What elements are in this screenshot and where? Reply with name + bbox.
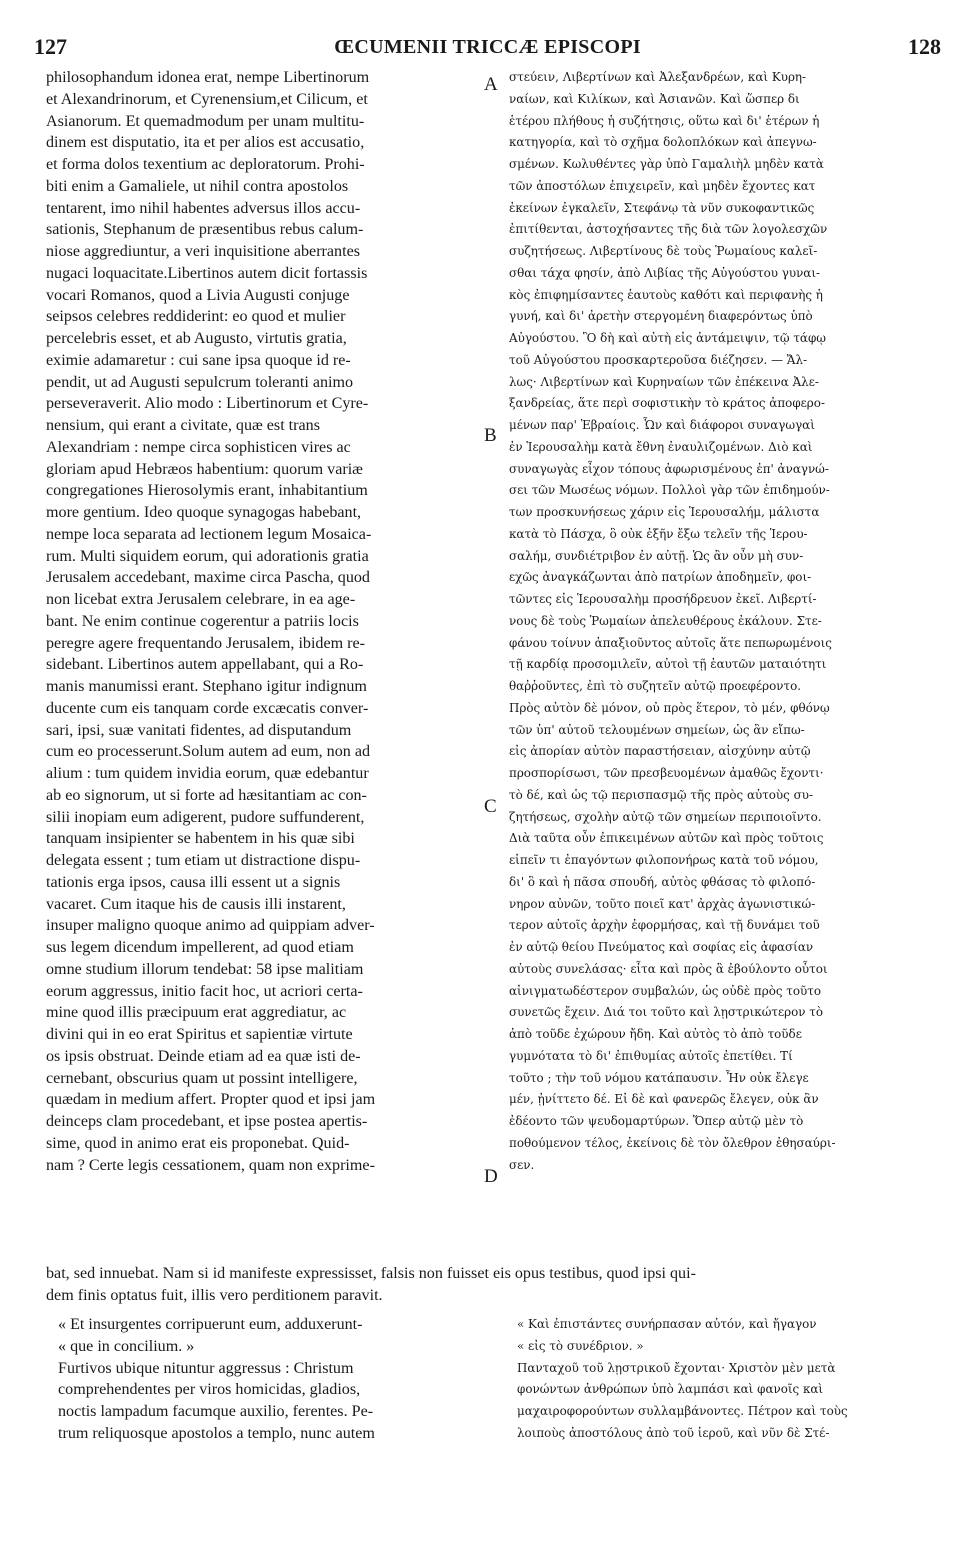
latin-text-line: congregationes Hierosolymis erant, inhabitantium (46, 482, 368, 500)
page-number-right: 128 (908, 34, 941, 59)
latin-text-line: peregre agere frequentando Jerusalem, ibidem re- (46, 634, 366, 652)
greek-text-line: μέν, ᾐνίττετο δέ. Εἰ δὲ καὶ φανερῶς ἔλεγεν, οὐκ ἂν (509, 1092, 819, 1107)
latin-text-line: cernebant, obscurius quam ut possint intelligere, (46, 1069, 358, 1087)
greek-text-line: μαχαιροφορούντων συλλαμβάνοντες. Πέτρον καὶ τοὺς (517, 1404, 848, 1418)
latin-text-line: delegata essent ; tum etiam ut distractione dispu- (46, 852, 361, 869)
greek-text-line: σθαι τάχα φησίν, ἀπὸ Λιβίας τῆς Αὐγούστου γυναι- (509, 265, 821, 280)
greek-text-line: τῇ καρδίᾳ προσομιλεῖν, αὐτοὶ τῇ ἑαυτῶν ματαιότητι (509, 657, 827, 672)
greek-text-line: των προσκυνήσεως χάριν εἰς Ἱερουσαλήμ, μάλιστα (509, 505, 820, 519)
greek-text-line: ζητήσεως, σχολὴν αὐτῷ τῶν σημείων περιποιοῖντο. (509, 809, 822, 824)
greek-text-line: λοιποὺς ἀποστόλους ἀπὸ τοῦ ἱεροῦ, καὶ νῦν δὲ Στέ- (517, 1425, 830, 1440)
greek-text-line: κατὰ τὸ Πάσχα, ὃ οὐκ ἐξῆν ἔξω τελεῖν τῆς Ἱερου- (509, 526, 808, 541)
greek-column (509, 67, 941, 1176)
greek-text-line: νους δὲ τοὺς Ῥωμαίων ἀπελευθέρους ἐκάλουν. Στε- (509, 613, 822, 628)
greek-text-line: αὐτοὺς συνελάσας· εἶτα καὶ πρὸς ἃ ἐβούλοντο οὗτοι (509, 961, 828, 976)
latin-text-line: ducente cum eis tanquam corde excæcatis conver- (46, 699, 369, 717)
greek-text-line: φάνου τοίνυν ἀπαξιοῦντος αὐτοῖς ἅτε πεπωρωμένοις (509, 635, 832, 650)
latin-text-line: deinceps clam procedebant, et ipse postea apertis- (46, 1113, 368, 1130)
latin-text-line: Asianorum. Et quemadmodum per unam multitu- (46, 112, 365, 130)
greek-text-line: τερον αὐτοῖς ἀρχὴν ἐφορμήσας, καὶ τῇ δυνάμει τοῦ (509, 918, 820, 933)
latin-text-line: nugaci loquacitate.Libertinos autem dicit fortassis (46, 264, 368, 282)
latin-text-line: nensium, qui erant a civitate, quæ est trans (46, 417, 320, 434)
latin-text-line: ab eo signorum, ut si forte ad hæsitantiam ac con- (46, 786, 367, 804)
latin-text-line: nempe loca separata ad lectionem legum Mosaica- (46, 525, 372, 543)
greek-text-line: ἐν αὐτῷ θείου Πνεύματος καὶ σοφίας εἰς ἀφασίαν (509, 940, 814, 954)
latin-text-line: manis manumissi erant. Stephano igitur indignum (46, 678, 367, 695)
latin-text-line: rum. Multi siquidem eorum, qui adorationis gratia (46, 547, 369, 565)
latin-text-line: eximie adamaretur : cui sane ipsa quoque id re- (46, 351, 351, 369)
latin-text-line: os ipsis obstruat. Deinde etiam ad ea quæ isti de- (46, 1047, 361, 1065)
latin-text-line: nam ? Certe legis cessationem, quam non exprime- (46, 1156, 375, 1174)
latin-text-line: comprehendentes per viros homicidas, gladios, (58, 1381, 361, 1399)
greek-text-line: συναγωγὰς εἶχον τόπους ἀφωρισμένους ἐπ' ἀναγνώ- (509, 461, 829, 476)
latin-text-line: « que in concilium. » (58, 1337, 195, 1355)
greek-text-line: εἰς ἀπορίαν αὐτὸν παραστήσειαν, αἰσχύνην αὐτῷ (509, 744, 811, 759)
latin-text-line: non licebat extra Jerusalem celebrare, in ea age- (46, 591, 356, 608)
latin-text-line: et Alexandrinorum, et Cyrenensium,et Cilicum, et (46, 90, 368, 108)
latin-text-line: tentarent, imo nihil habentes adversus illos accu- (46, 199, 361, 217)
greek-text-line: τῶν ὑπ' αὐτοῦ τελουμένων σημείων, ὡς ἂν εἴπω- (509, 722, 805, 737)
latin-column (46, 67, 482, 1176)
greek-text-line: θαῤῥοῦντες, ἐπὶ τὸ συζητεῖν αὐτῷ προεφέροντο. (509, 679, 802, 693)
greek-text-line: ξανδρείας, ἅτε περὶ σοφιστικὴν τὸ κράτος ἀποφερο- (509, 396, 825, 411)
latin-text-line: alium : tum quidem invidia eorum, quæ edebantur (46, 765, 369, 782)
continuation-line: bat, sed innuebat. Nam si id manifeste expressisset, falsis non fuisset eis opus testibus, quod ipsi qui- (46, 1265, 696, 1282)
greek-text-line: τοῦτο ; τὴν τοῦ νόμου κατάπαυσιν. Ἦν οὐκ ἔλεγε (509, 1070, 809, 1085)
latin-text-line: Jerusalem accedebant, maxime circa Pascha, quod (46, 569, 370, 587)
greek-text-line: μένων παρ' Ἑβραίοις. Ὧν καὶ διάφοροι συναγωγαὶ (509, 418, 815, 432)
greek-text-line: Διὰ ταῦτα οὖν ἐπικειμένων αὐτῶν καὶ πρὸς τοῦτοις (509, 831, 824, 846)
greek-text-line: ἐκείνων ἐγκαλεῖν, Στεφάνῳ τὰ νῦν συκοφαντικῶς (509, 200, 815, 215)
latin-text-line: sationis, Stephanum de præsentibus rebus calum- (46, 221, 364, 239)
latin-text-line: vocari Romanos, quod a Livia Augusti conjuge (46, 286, 350, 304)
latin-text-line: « Et insurgentes corripuerunt eum, adduxerunt- (58, 1316, 363, 1333)
greek-text-line: Πανταχοῦ τοῦ λῃστρικοῦ ἔχονται· Χριστὸν μὲν μετὰ (517, 1360, 836, 1375)
greek-text-line: « Καὶ ἐπιστάντες συνήρπασαν αὐτόν, καὶ ἤγαγον (517, 1317, 817, 1331)
greek-text-line: στεύειν, Λιβερτίνων καὶ Ἀλεξανδρέων, καὶ Κυρη- (509, 70, 807, 84)
greek-text-line: συζητήσεως. Λιβερτίνους δὲ τοὺς Ῥωμαίους καλεῖ- (509, 244, 818, 258)
greek-text-line: σμένων. Κωλυθέντες γὰρ ὑπὸ Γαμαλιὴλ μηδὲν κατὰ (509, 157, 824, 171)
latin-text-line: perseveraverit. Alio modo : Libertinorum et Cyre- (46, 395, 369, 413)
greek-text-line: ἐδέοντο τῶν ψευδομαρτύρων. Ὅπερ αὐτῷ μὲν τὸ (509, 1114, 804, 1128)
bottom-greek-block (517, 1314, 947, 1445)
latin-text-line: divini qui in eo erat Spiritus et sapientiæ virtute (46, 1026, 353, 1043)
latin-text-line: niose aggrediuntur, a veri inquisitione aberrantes (46, 243, 360, 260)
greek-text-line: προσπορίσωσι, τῶν πρεσβευομένων ἀμαθῶς ἔχοντι· (509, 766, 824, 780)
latin-text-line: omne studium illorum tendebat: 58 ipse malitiam (46, 960, 364, 978)
margin-letter-a: A (484, 74, 498, 95)
latin-text-line: more gentium. Ideo quoque synagogas habebant, (46, 504, 362, 521)
latin-text-line: gloriam apud Hebræos habentium: quorum variæ (46, 460, 363, 478)
greek-text-line: αἰνιγματωδέστερον συμβαλών, ὡς οὐδὲ πρὸς τοῦτο (509, 983, 821, 998)
full-width-continuation (46, 1263, 941, 1307)
margin-letter-d: D (484, 1166, 498, 1187)
latin-text-line: biti enim a Gamaliele, ut nihil contra apostolos (46, 177, 349, 195)
latin-text-line: percelebris esset, et ab Augusto, virtutis gratia, (46, 330, 347, 347)
greek-text-line: τῶντες εἰς Ἱερουσαλὴμ προσήδρευον ἐκεῖ. Λιβερτί- (509, 592, 817, 606)
greek-text-line: φονώντων ἀνθρώπων ὑπὸ λαμπάσι καὶ φανοῖς καὶ (517, 1382, 824, 1397)
greek-text-line: δι' ὃ καὶ ἡ πᾶσα σπουδή, αὐτὸς φθάσας τὸ φιλοπό- (509, 874, 816, 889)
greek-text-line: σαλήμ, συνδιέτριβον ἐν αὐτῇ. Ὡς ἂν οὖν μὴ συν- (509, 548, 804, 563)
greek-text-line: γυμνότατα τὸ δι' ἐπιθυμίας αὐτοῖς ἐπετίθει. Τί (509, 1048, 793, 1063)
greek-text-line: κατηγορία, καὶ τὸ σχῆμα δολοπλόκων καὶ ἀπεγνω- (509, 135, 817, 150)
greek-text-line: σεν. (509, 1157, 535, 1172)
greek-text-line: νηρον αὐνῶν, τοῦτο ποιεῖ κατ' ἀρχὰς ἀγωνιστικώ- (509, 896, 816, 911)
greek-text-line: συνετῶς ἔχειν. Διά τοι τοῦτο καὶ λῃστρικώτερον τὸ (509, 1005, 824, 1020)
greek-text-line: τὸ δέ, καὶ ὡς τῷ περισπασμῷ τῆς πρὸς αὐτοὺς συ- (509, 787, 813, 802)
greek-text-line: κὸς ἐπιφημίσαντες ἑαυτοὺς καθότι καὶ περιφανὴς ἡ (509, 287, 823, 302)
latin-text-line: bant. Ne enim continue cogerentur a patriis locis (46, 612, 359, 630)
latin-text-line: pendit, ut ad Augusti sepulcrum toleranti animo (46, 373, 354, 391)
latin-text-line: noctis lampadum facumque auxilio, ferentes. Pe- (58, 1403, 374, 1420)
latin-text-line: sus legem dicendum impellerent, ad quod etiam (46, 939, 354, 956)
greek-text-line: ἐπιτίθενται, ἀστοχήσαντες τῆς διὰ τῶν λογολεσχῶν (509, 222, 828, 237)
greek-text-line: ἑτέρου πλήθους ἡ συζήτησις, οὕτω καὶ δι' ἑτέρων ἡ (509, 113, 820, 128)
running-title: ŒCUMENII TRICCÆ EPISCOPI (334, 36, 641, 58)
greek-text-line: τοῦ Αὐγούστου προσκαρτεροῦσα διέζησεν. — Ἄλ- (509, 352, 808, 367)
latin-text-line: tationis erga ipsos, causa illi essent ut a signis (46, 873, 341, 891)
greek-text-line: ναίων, καὶ Κιλίκων, καὶ Ἀσιανῶν. Καὶ ὥσπερ δι (509, 91, 800, 106)
latin-text-line: Furtivos ubique nituntur aggressus : Christum (58, 1359, 354, 1377)
latin-text-line: cum eo processerunt.Solum autem ad eum, non ad (46, 743, 371, 761)
greek-text-line: εχῶς ἀναγκάζωνται ἀπὸ πατρίων ἀποδημεῖν, φοι- (509, 570, 812, 585)
latin-text-line: quædam in medium affert. Propter quod et ipsi jam (46, 1091, 376, 1109)
greek-text-line: εἰπεῖν τι ἐπαγόντων φιλοπονήρως κατὰ τοῦ νόμου, (509, 853, 819, 867)
latin-text-line: tanquam insipienter se habentem in his quæ sibi (46, 830, 355, 848)
bottom-latin-block (58, 1314, 488, 1445)
greek-text-line: ἐν Ἱερουσαλὴμ κατὰ ἔθνη ἐναυλιζομένων. Διὸ καὶ (509, 439, 813, 454)
greek-text-line: ἀπὸ τοῦδε ἐχώρουν ἤδη. Καὶ αὐτὸς τὸ ἀπὸ τοῦδε (509, 1027, 802, 1041)
continuation-line: dem finis optatus fuit, illis vero perditionem paravit. (46, 1286, 383, 1304)
greek-text-line: τῶν ἀποστόλων ἐπιχειρεῖν, καὶ μηδὲν ἔχοντες κατ (509, 178, 816, 193)
margin-letter-c: C (484, 796, 497, 817)
latin-text-line: insuper maligno quoque animo ad quippiam adver- (46, 917, 375, 935)
latin-text-line: philosophandum idonea erat, nempe Libertinorum (46, 69, 370, 86)
latin-text-line: sari, ipsi, suæ vanitati fidentes, ad disputandum (46, 721, 352, 739)
latin-text-line: et forma dolos texentium ac deploratorum. Prohi- (46, 156, 365, 173)
latin-text-line: vacaret. Cum itaque his de causis illi instarent, (46, 895, 346, 913)
latin-text-line: sime, quod in animo erat eis proponebat. Quid- (46, 1134, 350, 1152)
greek-text-line: σει τῶν Μωσέως νόμων. Πολλοὶ γὰρ τῶν ἐπιδημούν- (509, 483, 830, 498)
latin-text-line: eorum aggressus, initio facit hoc, ut acriori certa- (46, 982, 363, 1000)
margin-letter-b: B (484, 425, 497, 446)
latin-text-line: mine quod illis præcipuum erat aggrediatur, ac (46, 1004, 347, 1022)
latin-text-line: trum reliquosque apostolos a templo, nunc autem (58, 1424, 375, 1442)
latin-text-line: Alexandriam : nempe circa sophisticen vires ac (46, 438, 351, 456)
latin-text-line: dinem est disputatio, ita et per alios est accusatio, (46, 134, 365, 152)
greek-text-line: Αὐγούστου. Ὃ δὴ καὶ αὐτὴ εἰς ἀντάμειψιν, τῷ τάφῳ (509, 331, 826, 345)
latin-text-line: sidebant. Libertinos autem appellabant, qui a Ro- (46, 656, 364, 674)
latin-text-line: seipsos celebres reddiderint: eo quod et mulier (46, 308, 346, 326)
greek-text-line: « εἰς τὸ συνέδριον. » (517, 1338, 644, 1353)
greek-text-line: λως· Λιβερτίνων καὶ Κυρηναίων τῶν ἐπέκεινα Ἀλε- (509, 374, 819, 389)
greek-text-line: γυνή, καὶ δι' ἀρετὴν στεργομένη διαφερόντως ὑπὸ (509, 309, 813, 324)
running-header (34, 34, 941, 64)
latin-text-line: silii inopiam eum adigerent, pudore suffunderent, (46, 808, 365, 826)
page-number-left: 127 (34, 34, 67, 59)
greek-text-line: ποθούμενον τέλος, ἐκείνοις δὲ τὸν ὄλεθρον ἐθησαύρι- (509, 1135, 836, 1150)
greek-text-line: Πρὸς αὐτὸν δὲ μόνον, οὐ πρὸς ἕτερον, τὸ μέν, φθόνῳ (509, 700, 830, 715)
